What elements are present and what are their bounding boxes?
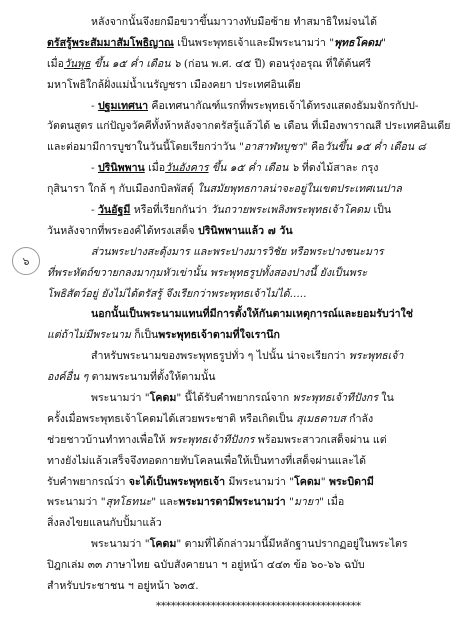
text-line [47, 242, 460, 263]
text-segment: โคดม [149, 538, 177, 551]
text-segment: " ตามที่ได้กล่าวมานี้มีหลักฐานปรากฏอยู่ในพระไตร [176, 538, 408, 551]
text-segment: (ก่อน พ.ศ. ๔๕ ปี) ตอนรุ่งอรุณ ที่ใต้ต้นศรี [180, 57, 372, 70]
text-segment: ที่ดงไม้สาละ กรุง [298, 162, 379, 175]
text-segment: องค์อื่น ๆ [47, 371, 89, 384]
text-segment: จะได้เป็นพระพุทธเจ้า [128, 475, 226, 488]
text-segment: วันพุธ [63, 57, 91, 70]
text-segment: ตามพระนามที่ตั้งให้ตามนั้น [88, 371, 216, 384]
text-segment: สำหรับประชาชน ฯ อยู่หน้า ๖๓๕. [47, 580, 199, 593]
text-segment: ที่พระหัตถ์ขวายกลงมากุมหัวเข่านั้น พระพุทธรูปทั้งสองปางนี้ ยังเป็นพระ [47, 266, 368, 279]
text-segment: คือเทศนากัณฑ์แรกที่พระพุทธเจ้าได้ทรงแสดงธัมมจักรกัปป- [148, 99, 419, 112]
text-segment: วันขึ้น ๑๕ ค่ำ เดือน ๘ [324, 141, 426, 154]
text-line [47, 388, 460, 409]
text-segment: พระนามว่า " [91, 538, 150, 551]
text-line [47, 534, 460, 555]
text-segment: พุทธโคดม [334, 36, 382, 49]
text-segment: วันอัฐมี [97, 204, 131, 217]
text-segment: พร้อมพระสาวกเสด็จผ่าน แต่ [254, 433, 387, 446]
text-segment: ปฐมเทศนา [97, 99, 149, 112]
text-line [47, 346, 460, 367]
text-segment: วัตตนสูตร แก่ปัญจวัคคีทั้งห้าหลังจากตรัสรู้แล้วได้ ๒ เดือน ที่เมืองพาราณสี ประเทศอินเดีย [47, 120, 451, 133]
text-line [47, 12, 460, 33]
text-segment: สุทโธทนะ [105, 496, 152, 509]
text-segment: พระบิดามี [328, 475, 374, 488]
text-segment: โคดม [294, 475, 321, 488]
text-line [47, 325, 460, 346]
separator-line: ***************************************** [156, 600, 361, 612]
text-line [47, 137, 460, 158]
text-segment: คือ [307, 141, 325, 154]
text-segment: กุสินารา ใกล้ ๆ กับเมืองกบิลพัสดุ์ [47, 183, 198, 196]
text-segment: เมื่อ [144, 162, 166, 175]
text-segment: ทางยังไม่แล้วเสร็จจึงทอดกายทับโคลนเพื่อให้เป็นทางที่เสด็จผ่านและได้ [47, 454, 367, 467]
text-segment: ใน [378, 392, 394, 405]
text-line [47, 263, 460, 284]
text-line [47, 409, 460, 430]
text-segment: สำหรับพระนามของพระพุทธรูปทั่ว ๆ ไปนั้น น่าจะเรียกว่า [91, 350, 349, 363]
text-line [47, 33, 460, 54]
text-segment: ก็เป็น [130, 329, 159, 342]
text-segment: มายา [293, 496, 320, 509]
text-segment: พระนามว่า " [47, 496, 106, 509]
text-segment: พระมารดามีพระนามว่า [178, 496, 286, 509]
text-segment: กำลัง [345, 412, 374, 425]
text-segment: ในสมัยพุทธกาลน่าจะอยู่ในเขตประเทศเนปาล [197, 183, 402, 196]
text-segment: " เมื่อ [319, 496, 345, 509]
text-segment: สุเมธดาบส [296, 412, 346, 425]
text-line [47, 367, 460, 388]
text-line [47, 513, 460, 534]
text-segment: - [91, 204, 98, 217]
text-line [47, 451, 460, 472]
text-segment: สิ่งลงไขยแลนกับปั้มาแล้ว [47, 517, 162, 530]
text-segment: และต่อมามีการบูชาในวันนี้โดยเรียกว่าวัน [47, 141, 240, 154]
document-body [47, 12, 460, 618]
text-segment: พระพุทธเจ้า [348, 350, 404, 363]
text-line [47, 304, 460, 325]
text-line [47, 96, 460, 117]
text-segment: หลังจากนั้นจึงยกมือขวาขึ้นมาวางทับมือซ้าย ทำสมาธิใหม่จนได้ [91, 16, 378, 28]
text-segment: โคดม [149, 392, 177, 405]
text-segment: หรือที่เรียกกันว่า [130, 204, 211, 217]
text-segment: วันถวายพระเพลิงพระพุทธเจ้าโคดม [210, 204, 371, 217]
text-segment: " นี้ได้รับคำพยากรณ์จาก [176, 392, 293, 405]
page-number-badge: ๖ [12, 247, 40, 275]
text-segment: เป็น [370, 204, 392, 217]
text-segment: นอกนั้นเป็นพระนามแทนที่มีการตั้งให้กันตามเหตุการณ์และยอมรับว่าใช่ [91, 308, 413, 321]
text-line [47, 472, 460, 493]
text-segment: - [91, 99, 98, 112]
text-segment: รับคำพยากรณ์ว่า [47, 475, 129, 488]
text-line [47, 221, 460, 242]
text-segment: พระนามว่า " [91, 392, 150, 405]
text-line [47, 284, 460, 305]
text-segment: ส่วนพระปางสะดุ้งมาร และพระปางมารวิชัย หรือพระปางชนะมาร [91, 245, 384, 258]
text-segment: ขึ้น ๑๕ ค่ำ เดือน ๖ [208, 162, 299, 175]
text-segment: มีพระนามว่า " [225, 475, 295, 488]
text-segment: ขึ้น ๑๕ ค่ำ เดือน ๖ [90, 57, 181, 70]
text-segment: โพธิสัตว์อยู่ ยังไม่ได้ตรัสรู้ จึงเรียกว่าพระพุทธเจ้าไม่ได้..... [47, 287, 307, 300]
text-segment: พระพุทธเจ้าตามที่ใจเรานึก [158, 329, 280, 342]
text-line [47, 200, 460, 221]
text-segment: มหาโพธิใกล้ฝั่งแม่น้ำเนรัญชรา เมืองคยา ประเทศอินเดีย [47, 78, 301, 91]
text-line [47, 116, 460, 137]
text-segment: " [381, 36, 387, 49]
text-segment: แต่ถ้าไม่มีพระนาม [47, 329, 131, 342]
text-line [47, 158, 460, 179]
text-segment: ปรินิพพานแล้ว ๗ วัน [197, 224, 293, 237]
text-segment: วันหลังจากที่พระองค์ได้ทรงเสด็จ [47, 224, 198, 237]
text-line [47, 576, 460, 597]
text-segment: วันอังคาร [165, 162, 209, 175]
text-segment: ช่วยชาวบ้านทำทางเพื่อให้ [47, 433, 169, 446]
text-segment: เมื่อ [47, 57, 64, 70]
text-segment: ปรินิพพาน [97, 162, 145, 175]
text-segment: พระพุทธเจ้าทีปังกร [292, 392, 379, 405]
text-segment: พระพุทธเจ้าทีปังกร [168, 433, 255, 446]
text-segment: เป็นพระพุทธเจ้าและมีพระนามว่า " [173, 36, 335, 49]
text-segment: ตรัสรู้พระสัมมาสัมโพธิญาณ [47, 36, 174, 49]
text-segment: " และ [151, 496, 179, 509]
text-line [47, 492, 460, 513]
text-segment: "อาสาฬหบูชา" [239, 141, 308, 154]
text-segment: - [91, 162, 98, 175]
text-segment: ครั้งเมื่อพระพุทธเจ้าโคดมได้เสวยพระชาติ หรือเกิดเป็น [47, 412, 297, 425]
text-line [47, 430, 460, 451]
text-line [47, 75, 460, 96]
text-segment: " [320, 475, 329, 488]
text-segment: ปิฎกเล่ม ๓๓ ภาษาไทย ฉบับสังคายนา ฯ อยู่หน้า ๔๔๓ ข้อ ๖๐-๖๖ ฉบับ [47, 559, 365, 572]
text-line [47, 54, 460, 75]
text-line [47, 179, 460, 200]
text-line [47, 555, 460, 576]
text-segment: " [285, 496, 294, 509]
